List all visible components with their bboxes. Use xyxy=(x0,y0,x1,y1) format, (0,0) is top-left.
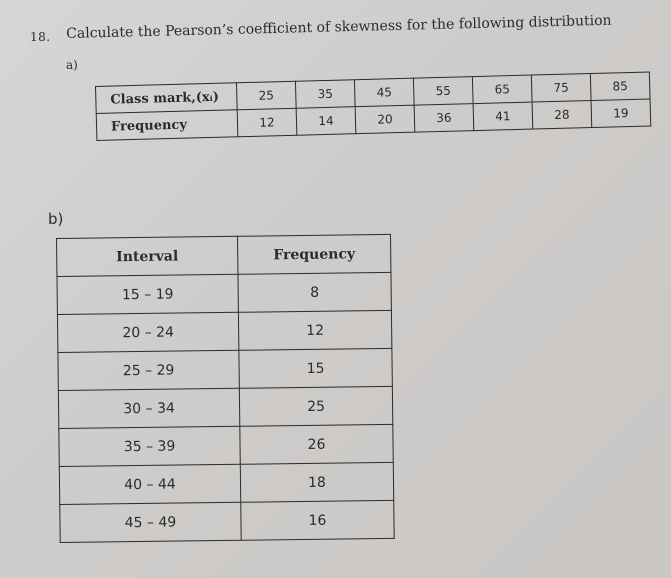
table-row xyxy=(58,386,392,428)
class-mark-cell: 65 xyxy=(472,75,532,104)
table-row xyxy=(60,500,394,542)
class-mark-header: Class mark,(xᵢ) xyxy=(96,83,238,114)
interval-frequency-table xyxy=(56,234,395,543)
class-mark-cell: 25 xyxy=(236,81,296,110)
frequency-cell: 18 xyxy=(240,462,393,502)
interval-cell: 15 – 19 xyxy=(57,274,238,314)
table-row xyxy=(59,462,393,504)
frequency-cell: 12 xyxy=(237,108,297,137)
interval-cell: 40 – 44 xyxy=(59,464,240,504)
part-a-label: a) xyxy=(66,58,78,72)
table-row xyxy=(57,272,391,314)
table-row xyxy=(59,424,393,466)
frequency-cell: 28 xyxy=(532,101,592,130)
class-mark-cell: 85 xyxy=(590,72,650,101)
class-mark-table xyxy=(95,71,651,141)
frequency-cell: 8 xyxy=(238,272,391,312)
class-mark-cell: 75 xyxy=(531,74,591,103)
part-b-label: b) xyxy=(48,210,64,228)
table-header-row xyxy=(57,234,391,276)
frequency-header: Frequency xyxy=(96,110,238,141)
frequency-header: Frequency xyxy=(237,234,390,274)
question-text: Calculate the Pearson’s coefficient of skewness for the following distribution xyxy=(66,12,612,42)
frequency-cell: 14 xyxy=(296,107,356,136)
interval-cell: 35 – 39 xyxy=(59,426,240,466)
class-mark-cell: 45 xyxy=(354,78,414,107)
table-row xyxy=(57,310,391,352)
frequency-cell: 20 xyxy=(355,105,415,134)
frequency-cell: 25 xyxy=(239,386,392,426)
interval-cell: 30 – 34 xyxy=(58,388,239,428)
frequency-cell: 26 xyxy=(240,424,393,464)
interval-header: Interval xyxy=(57,236,238,276)
frequency-cell: 16 xyxy=(241,500,394,540)
frequency-cell: 19 xyxy=(591,99,651,128)
question-number: 18. xyxy=(30,30,51,44)
interval-cell: 45 – 49 xyxy=(60,502,241,542)
table-row xyxy=(58,348,392,390)
interval-cell: 25 – 29 xyxy=(58,350,239,390)
frequency-cell: 15 xyxy=(239,348,392,388)
class-mark-cell: 35 xyxy=(295,80,355,109)
interval-cell: 20 – 24 xyxy=(57,312,238,352)
frequency-cell: 41 xyxy=(473,102,533,131)
class-mark-cell: 55 xyxy=(413,77,473,106)
frequency-cell: 36 xyxy=(414,104,474,133)
frequency-cell: 12 xyxy=(238,310,391,350)
